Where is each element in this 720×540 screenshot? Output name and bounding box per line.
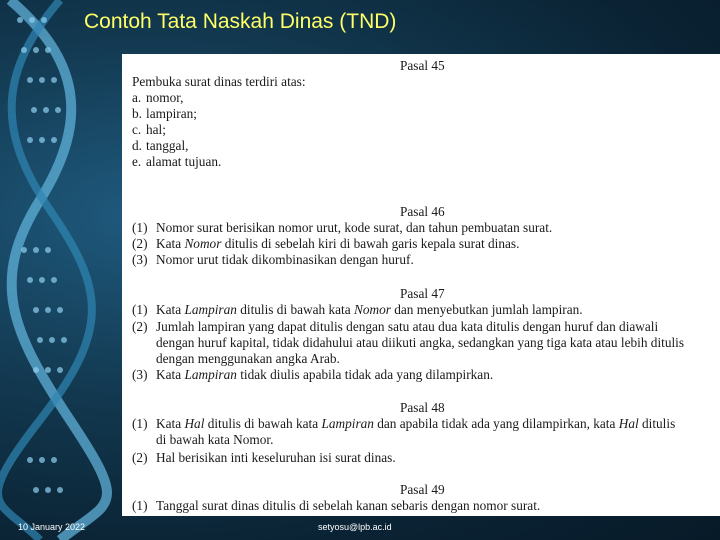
list-item: (1) Tanggal surat dinas ditulis di sebelah kanan sebaris dengan nomor surat. [132,498,541,513]
pasal-47-heading: Pasal 47 [400,286,445,301]
list-item: c. hal; [132,122,166,137]
list-item: (1) Nomor surat berisikan nomor urut, kode surat, dan tahun pembuatan surat. [132,220,553,235]
footer-date: 10 January 2022 [18,522,86,532]
list-item: d. tanggal, [132,138,189,153]
pasal-45-intro: Pembuka surat dinas terdiri atas: [132,74,306,89]
list-item-continuation: dengan huruf kapital, tidak didahului atau diikuti angka, sedangkan yang tiga kata atau lebih ditulis [156,335,685,350]
list-item: (2) Hal berisikan inti keseluruhan isi surat dinas. [132,450,396,465]
document-excerpt [122,54,720,516]
slide-title: Contoh Tata Naskah Dinas (TND) [84,10,397,33]
list-item: (1) Kata Hal ditulis di bawah kata Lampiran dan apabila tidak ada yang dilampirkan, kata Hal ditulis [132,416,676,431]
pasal-46-heading: Pasal 46 [400,204,445,219]
pasal-45-heading: Pasal 45 [400,58,445,73]
pasal-49-heading: Pasal 49 [400,482,445,497]
list-item: e. alamat tujuan. [132,154,222,169]
list-item: (3) Kata Lampiran tidak diulis apabila tidak ada yang dilampirkan. [132,367,494,382]
list-item-continuation: di bawah kata Nomor. [156,432,274,447]
pasal-48-heading: Pasal 48 [400,400,445,415]
footer-email: setyosu@lpb.ac.id [318,522,392,532]
list-item: a. nomor, [132,90,184,105]
list-item: (3) Nomor urut tidak dikombinasikan dengan huruf. [132,252,414,267]
list-item-continuation: dengan menggunakan angka Arab. [156,351,340,366]
list-item: (2) Jumlah lampiran yang dapat ditulis dengan satu atau dua kata ditulis dengan huruf dan diawali [132,319,659,334]
list-item: (2) Kata Nomor ditulis di sebelah kiri di bawah garis kepala surat dinas. [132,236,520,251]
dna-helix-decoration [0,0,130,540]
list-item: (1) Kata Lampiran ditulis di bawah kata Nomor dan menyebutkan jumlah lampiran. [132,302,583,317]
list-item: b. lampiran; [132,106,197,121]
